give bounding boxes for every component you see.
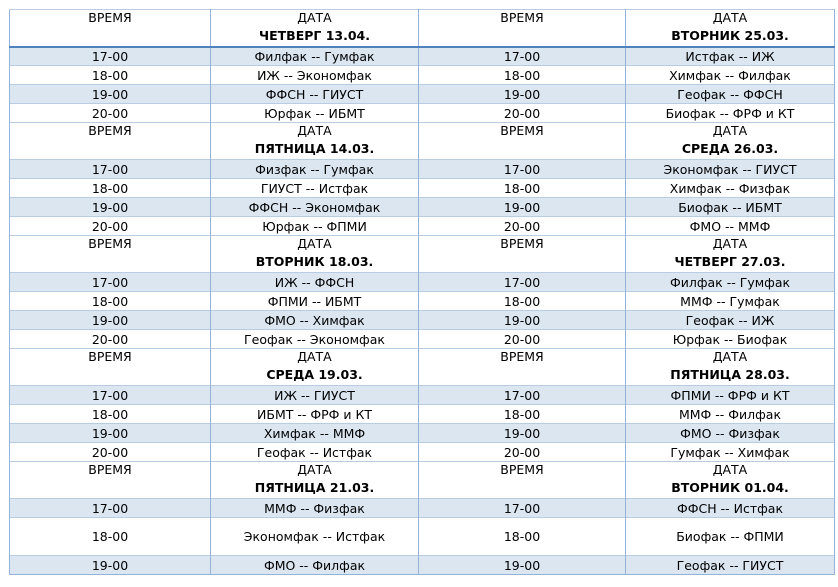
left-day-label: ВТОРНИК 18.03. (211, 254, 419, 273)
right-match-cell: ММФ -- Гумфак (626, 292, 835, 311)
match-row (10, 330, 835, 349)
time-header: ВРЕМЯ (10, 462, 211, 480)
right-match-cell: ФФСН -- Истфак (626, 499, 835, 518)
empty-cell (419, 28, 626, 47)
left-day-label: ПЯТНИЦА 14.03. (211, 141, 419, 160)
match-row (10, 518, 835, 556)
right-time-cell: 20-00 (419, 330, 626, 349)
right-day-label: ПЯТНИЦА 28.03. (626, 367, 835, 386)
left-match-cell: Физфак -- Гумфак (211, 160, 419, 179)
left-time-cell: 18-00 (10, 518, 211, 556)
right-match-cell: ФМО -- ММФ (626, 217, 835, 236)
right-match-cell: Химфак -- Филфак (626, 66, 835, 85)
right-match-cell: Химфак -- Физфак (626, 179, 835, 198)
left-time-cell: 20-00 (10, 217, 211, 236)
right-day-label: ВТОРНИК 01.04. (626, 480, 835, 499)
left-time-cell: 20-00 (10, 330, 211, 349)
left-time-cell: 18-00 (10, 405, 211, 424)
left-day-label: ЧЕТВЕРГ 13.04. (211, 28, 419, 47)
match-row (10, 160, 835, 179)
time-header: ВРЕМЯ (419, 123, 626, 141)
right-match-cell: Филфак -- Гумфак (626, 273, 835, 292)
match-row (10, 405, 835, 424)
right-match-cell: ФМО -- Физфак (626, 424, 835, 443)
date-header: ДАТА (211, 349, 419, 367)
empty-cell (419, 141, 626, 160)
match-row (10, 66, 835, 85)
date-header: ДАТА (626, 123, 835, 141)
empty-cell (419, 254, 626, 273)
left-time-cell: 18-00 (10, 292, 211, 311)
left-match-cell: Филфак -- Гумфак (211, 47, 419, 66)
right-time-cell: 17-00 (419, 47, 626, 66)
right-match-cell: Экономфак -- ГИУСТ (626, 160, 835, 179)
empty-cell (10, 28, 211, 47)
right-time-cell: 20-00 (419, 217, 626, 236)
date-header: ДАТА (626, 349, 835, 367)
right-match-cell: ФПМИ -- ФРФ и КТ (626, 386, 835, 405)
match-row (10, 556, 835, 575)
empty-cell (10, 480, 211, 499)
left-match-cell: ИЖ -- Экономфак (211, 66, 419, 85)
empty-cell (10, 254, 211, 273)
left-time-cell: 18-00 (10, 179, 211, 198)
block-day-row (10, 141, 835, 160)
right-time-cell: 19-00 (419, 198, 626, 217)
right-time-cell: 17-00 (419, 386, 626, 405)
right-match-cell: Геофак -- ИЖ (626, 311, 835, 330)
left-match-cell: ГИУСТ -- Истфак (211, 179, 419, 198)
empty-cell (10, 367, 211, 386)
left-match-cell: ИЖ -- ФФСН (211, 273, 419, 292)
left-time-cell: 19-00 (10, 556, 211, 575)
empty-cell (419, 480, 626, 499)
block-day-row (10, 254, 835, 273)
left-match-cell: ФФСН -- Экономфак (211, 198, 419, 217)
block-day-row (10, 367, 835, 386)
right-time-cell: 20-00 (419, 104, 626, 123)
left-match-cell: ФМО -- Химфак (211, 311, 419, 330)
time-header: ВРЕМЯ (419, 10, 626, 28)
right-time-cell: 18-00 (419, 179, 626, 198)
left-time-cell: 19-00 (10, 424, 211, 443)
right-match-cell: ММФ -- Филфак (626, 405, 835, 424)
right-match-cell: Биофак -- ИБМТ (626, 198, 835, 217)
left-time-cell: 17-00 (10, 160, 211, 179)
right-time-cell: 18-00 (419, 405, 626, 424)
match-row (10, 85, 835, 104)
block-header-row (10, 349, 835, 367)
left-match-cell: ИБМТ -- ФРФ и КТ (211, 405, 419, 424)
block-header-row (10, 236, 835, 254)
right-time-cell: 17-00 (419, 160, 626, 179)
date-header: ДАТА (626, 462, 835, 480)
left-day-label: СРЕДА 19.03. (211, 367, 419, 386)
left-match-cell: ММФ -- Физфак (211, 499, 419, 518)
match-row (10, 443, 835, 462)
left-match-cell: ФПМИ -- ИБМТ (211, 292, 419, 311)
match-row (10, 217, 835, 236)
date-header: ДАТА (211, 462, 419, 480)
time-header: ВРЕМЯ (419, 236, 626, 254)
date-header: ДАТА (626, 236, 835, 254)
right-match-cell: Геофак -- ФФСН (626, 85, 835, 104)
date-header: ДАТА (211, 236, 419, 254)
match-row (10, 104, 835, 123)
match-row (10, 179, 835, 198)
right-match-cell: Истфак -- ИЖ (626, 47, 835, 66)
right-time-cell: 19-00 (419, 556, 626, 575)
left-time-cell: 17-00 (10, 273, 211, 292)
time-header: ВРЕМЯ (10, 10, 211, 28)
left-time-cell: 17-00 (10, 499, 211, 518)
right-time-cell: 17-00 (419, 273, 626, 292)
match-row (10, 424, 835, 443)
left-day-label: ПЯТНИЦА 21.03. (211, 480, 419, 499)
right-time-cell: 19-00 (419, 424, 626, 443)
right-match-cell: Юрфак -- Биофак (626, 330, 835, 349)
right-day-label: СРЕДА 26.03. (626, 141, 835, 160)
time-header: ВРЕМЯ (10, 349, 211, 367)
match-row (10, 311, 835, 330)
right-match-cell: Гумфак -- Химфак (626, 443, 835, 462)
right-time-cell: 18-00 (419, 66, 626, 85)
left-match-cell: Юрфак -- ИБМТ (211, 104, 419, 123)
empty-cell (10, 141, 211, 160)
empty-cell (419, 367, 626, 386)
left-match-cell: ИЖ -- ГИУСТ (211, 386, 419, 405)
right-match-cell: Биофак -- ФРФ и КТ (626, 104, 835, 123)
match-row (10, 198, 835, 217)
time-header: ВРЕМЯ (419, 349, 626, 367)
block-header-row (10, 123, 835, 141)
block-day-row (10, 28, 835, 47)
date-header: ДАТА (626, 10, 835, 28)
block-header-row (10, 462, 835, 480)
left-match-cell: ФФСН -- ГИУСТ (211, 85, 419, 104)
match-row (10, 47, 835, 66)
left-match-cell: Экономфак -- Истфак (211, 518, 419, 556)
left-time-cell: 17-00 (10, 386, 211, 405)
match-row (10, 273, 835, 292)
match-row (10, 386, 835, 405)
right-time-cell: 20-00 (419, 443, 626, 462)
left-match-cell: ФМО -- Филфак (211, 556, 419, 575)
right-match-cell: Биофак -- ФПМИ (626, 518, 835, 556)
match-row (10, 292, 835, 311)
left-time-cell: 19-00 (10, 198, 211, 217)
right-time-cell: 19-00 (419, 85, 626, 104)
left-time-cell: 18-00 (10, 66, 211, 85)
time-header: ВРЕМЯ (419, 462, 626, 480)
left-match-cell: Геофак -- Истфак (211, 443, 419, 462)
left-match-cell: Юрфак -- ФПМИ (211, 217, 419, 236)
left-time-cell: 17-00 (10, 47, 211, 66)
right-day-label: ВТОРНИК 25.03. (626, 28, 835, 47)
left-time-cell: 20-00 (10, 443, 211, 462)
right-day-label: ЧЕТВЕРГ 27.03. (626, 254, 835, 273)
block-day-row (10, 480, 835, 499)
time-header: ВРЕМЯ (10, 123, 211, 141)
schedule-table (9, 9, 835, 575)
date-header: ДАТА (211, 10, 419, 28)
time-header: ВРЕМЯ (10, 236, 211, 254)
date-header: ДАТА (211, 123, 419, 141)
left-time-cell: 20-00 (10, 104, 211, 123)
match-row (10, 499, 835, 518)
right-time-cell: 18-00 (419, 518, 626, 556)
right-time-cell: 19-00 (419, 311, 626, 330)
left-match-cell: Геофак -- Экономфак (211, 330, 419, 349)
left-time-cell: 19-00 (10, 311, 211, 330)
block-header-row (10, 10, 835, 28)
right-time-cell: 18-00 (419, 292, 626, 311)
right-time-cell: 17-00 (419, 499, 626, 518)
left-match-cell: Химфак -- ММФ (211, 424, 419, 443)
left-time-cell: 19-00 (10, 85, 211, 104)
right-match-cell: Геофак -- ГИУСТ (626, 556, 835, 575)
